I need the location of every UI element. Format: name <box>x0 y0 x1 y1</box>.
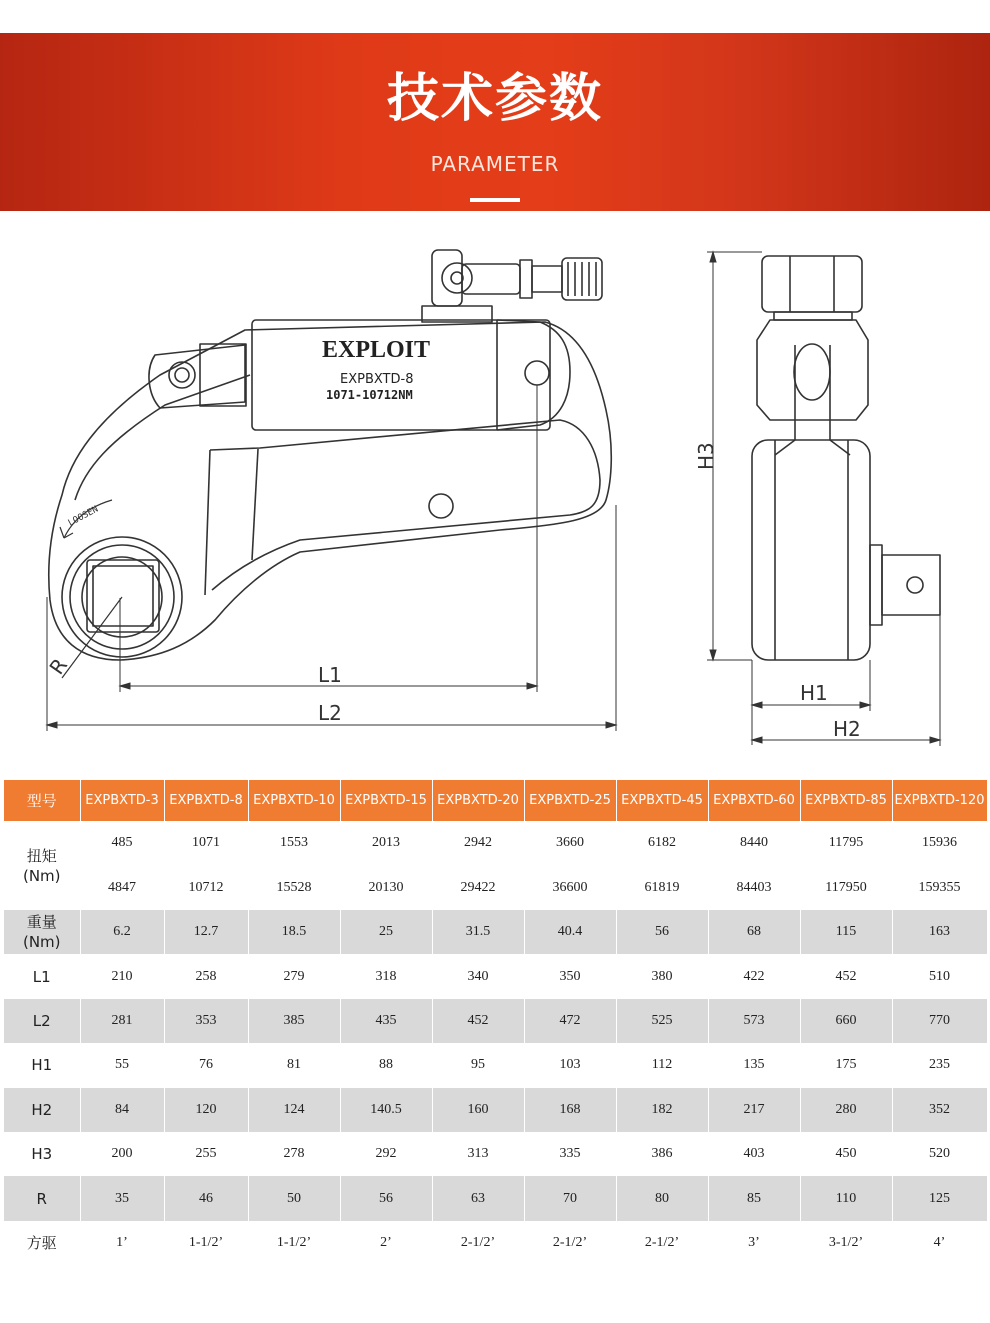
dim-r-label: R <box>44 653 73 679</box>
row-label: L2 <box>4 999 80 1043</box>
table-cell: 56 <box>616 910 708 954</box>
table-cell: 352 <box>892 1088 987 1132</box>
row-label-torque <box>4 821 80 910</box>
table-cell: 403 <box>708 1132 800 1176</box>
table-cell: 452 <box>432 999 524 1043</box>
table-cell: 115 <box>800 910 892 954</box>
row-label: H3 <box>4 1132 80 1176</box>
table-row-weight <box>4 910 987 954</box>
table-cell: 452 <box>800 954 892 998</box>
header-model: EXPBXTD-45 <box>616 780 708 821</box>
table-cell: 175 <box>800 1043 892 1087</box>
table-cell: 20130 <box>340 866 432 911</box>
table-cell: 70 <box>524 1176 616 1220</box>
table-cell: 1553 <box>248 821 340 866</box>
table-cell: 200 <box>80 1132 164 1176</box>
table-cell: 140.5 <box>340 1088 432 1132</box>
table-cell: 313 <box>432 1132 524 1176</box>
table-cell: 6.2 <box>80 910 164 954</box>
table-cell: 80 <box>616 1176 708 1220</box>
table-cell: 2-1/2’ <box>524 1221 616 1265</box>
header-model: EXPBXTD-25 <box>524 780 616 821</box>
header-model-label: 型号 <box>4 780 80 821</box>
table-cell: 12.7 <box>164 910 248 954</box>
table-cell: 120 <box>164 1088 248 1132</box>
page-subtitle: PARAMETER <box>430 152 560 176</box>
table-cell: 1-1/2’ <box>164 1221 248 1265</box>
table-cell: 31.5 <box>432 910 524 954</box>
spec-table <box>4 780 988 1265</box>
drawing-model: EXPBXTD-8 <box>340 372 414 387</box>
table-cell: 2’ <box>340 1221 432 1265</box>
table-cell: 95 <box>432 1043 524 1087</box>
table-cell: 525 <box>616 999 708 1043</box>
title-underline <box>470 198 520 202</box>
table-cell: 278 <box>248 1132 340 1176</box>
table-cell: 84403 <box>708 866 800 911</box>
wrench-body-outline <box>49 322 612 660</box>
header-model: EXPBXTD-120 <box>892 780 987 821</box>
table-cell: 6182 <box>616 821 708 866</box>
table-cell: 29422 <box>432 866 524 911</box>
table-cell: 4’ <box>892 1221 987 1265</box>
table-cell: 386 <box>616 1132 708 1176</box>
table-cell: 124 <box>248 1088 340 1132</box>
table-cell: 15528 <box>248 866 340 911</box>
table-cell: 380 <box>616 954 708 998</box>
torque-unit: (Nm) <box>22 866 61 885</box>
table-cell: 335 <box>524 1132 616 1176</box>
header-model: EXPBXTD-3 <box>80 780 164 821</box>
table-cell: 63 <box>432 1176 524 1220</box>
table-cell: 485 <box>80 821 164 866</box>
table-row-h2 <box>4 1088 987 1132</box>
table-cell: 168 <box>524 1088 616 1132</box>
table-cell: 281 <box>80 999 164 1043</box>
table-cell: 159355 <box>892 866 987 911</box>
table-cell: 2942 <box>432 821 524 866</box>
table-cell: 85 <box>708 1176 800 1220</box>
table-cell: 235 <box>892 1043 987 1087</box>
table-cell: 350 <box>524 954 616 998</box>
table-cell: 660 <box>800 999 892 1043</box>
table-cell: 255 <box>164 1132 248 1176</box>
table-cell: 3’ <box>708 1221 800 1265</box>
header-model: EXPBXTD-60 <box>708 780 800 821</box>
dim-l2-label: L2 <box>318 701 342 725</box>
table-cell: 10712 <box>164 866 248 911</box>
header-model: EXPBXTD-20 <box>432 780 524 821</box>
table-cell: 435 <box>340 999 432 1043</box>
row-label-weight <box>4 910 80 954</box>
table-cell: 88 <box>340 1043 432 1087</box>
table-cell: 15936 <box>892 821 987 866</box>
table-row-l1 <box>4 954 987 998</box>
table-cell: 510 <box>892 954 987 998</box>
drawing-brand: EXPLOIT <box>322 337 431 363</box>
table-cell: 125 <box>892 1176 987 1220</box>
table-cell: 1-1/2’ <box>248 1221 340 1265</box>
table-row-square-drive <box>4 1221 987 1265</box>
wrench-technical-drawing <box>0 225 990 750</box>
row-label: R <box>4 1176 80 1220</box>
table-cell: 56 <box>340 1176 432 1220</box>
pivot-pin <box>525 361 549 385</box>
table-cell: 1071 <box>164 821 248 866</box>
table-cell: 112 <box>616 1043 708 1087</box>
table-cell: 76 <box>164 1043 248 1087</box>
torque-label: 扭矩 <box>26 846 57 865</box>
table-cell: 1’ <box>80 1221 164 1265</box>
drawing-range: 1071-10712NM <box>326 388 413 402</box>
table-cell: 18.5 <box>248 910 340 954</box>
front-body <box>752 440 870 660</box>
table-cell: 110 <box>800 1176 892 1220</box>
table-cell: 353 <box>164 999 248 1043</box>
table-cell: 117950 <box>800 866 892 911</box>
table-cell: 292 <box>340 1132 432 1176</box>
row-label: H2 <box>4 1088 80 1132</box>
table-row-l2 <box>4 999 987 1043</box>
table-row-h3 <box>4 1132 987 1176</box>
header-banner <box>0 33 990 211</box>
table-cell: 318 <box>340 954 432 998</box>
table-cell: 81 <box>248 1043 340 1087</box>
table-cell: 103 <box>524 1043 616 1087</box>
table-row-r <box>4 1176 987 1220</box>
table-header-row <box>4 780 987 821</box>
table-cell: 135 <box>708 1043 800 1087</box>
table-cell: 422 <box>708 954 800 998</box>
table-cell: 36600 <box>524 866 616 911</box>
square-drive <box>87 560 159 632</box>
table-cell: 340 <box>432 954 524 998</box>
table-cell: 279 <box>248 954 340 998</box>
table-cell: 2013 <box>340 821 432 866</box>
table-cell: 258 <box>164 954 248 998</box>
table-row-h1 <box>4 1043 987 1087</box>
table-cell: 8440 <box>708 821 800 866</box>
table-cell: 573 <box>708 999 800 1043</box>
front-square-drive <box>882 555 940 615</box>
table-cell: 61819 <box>616 866 708 911</box>
row-label: L1 <box>4 954 80 998</box>
dim-h2-label: H2 <box>833 717 861 741</box>
table-cell: 472 <box>524 999 616 1043</box>
dim-h3-label: H3 <box>694 442 718 470</box>
header-model: EXPBXTD-8 <box>164 780 248 821</box>
table-cell: 55 <box>80 1043 164 1087</box>
table-cell: 210 <box>80 954 164 998</box>
table-cell: 280 <box>800 1088 892 1132</box>
loosen-label: LOOSEN <box>66 504 101 529</box>
table-cell: 163 <box>892 910 987 954</box>
table-cell: 11795 <box>800 821 892 866</box>
table-cell: 770 <box>892 999 987 1043</box>
dim-h1-label: H1 <box>800 681 828 705</box>
table-cell: 2-1/2’ <box>432 1221 524 1265</box>
table-cell: 68 <box>708 910 800 954</box>
table-cell: 3660 <box>524 821 616 866</box>
table-row-torque-min <box>4 821 987 866</box>
weight-unit: (Nm) <box>22 933 61 952</box>
table-cell: 3-1/2’ <box>800 1221 892 1265</box>
table-cell: 46 <box>164 1176 248 1220</box>
table-row-torque-max <box>4 866 987 911</box>
table-cell: 84 <box>80 1088 164 1132</box>
table-cell: 50 <box>248 1176 340 1220</box>
page-title: 技术参数 <box>386 69 603 129</box>
table-cell: 25 <box>340 910 432 954</box>
dim-l1-label: L1 <box>318 663 342 687</box>
table-cell: 2-1/2’ <box>616 1221 708 1265</box>
header-model: EXPBXTD-10 <box>248 780 340 821</box>
front-top-nut <box>762 256 862 312</box>
row-label: H1 <box>4 1043 80 1087</box>
table-cell: 35 <box>80 1176 164 1220</box>
table-cell: 520 <box>892 1132 987 1176</box>
header-model: EXPBXTD-85 <box>800 780 892 821</box>
table-cell: 217 <box>708 1088 800 1132</box>
table-cell: 182 <box>616 1088 708 1132</box>
row-label: 方驱 <box>4 1221 80 1265</box>
header-model: EXPBXTD-15 <box>340 780 432 821</box>
table-cell: 40.4 <box>524 910 616 954</box>
weight-label: 重量 <box>26 913 57 932</box>
table-cell: 450 <box>800 1132 892 1176</box>
table-cell: 4847 <box>80 866 164 911</box>
table-cell: 385 <box>248 999 340 1043</box>
table-cell: 160 <box>432 1088 524 1132</box>
